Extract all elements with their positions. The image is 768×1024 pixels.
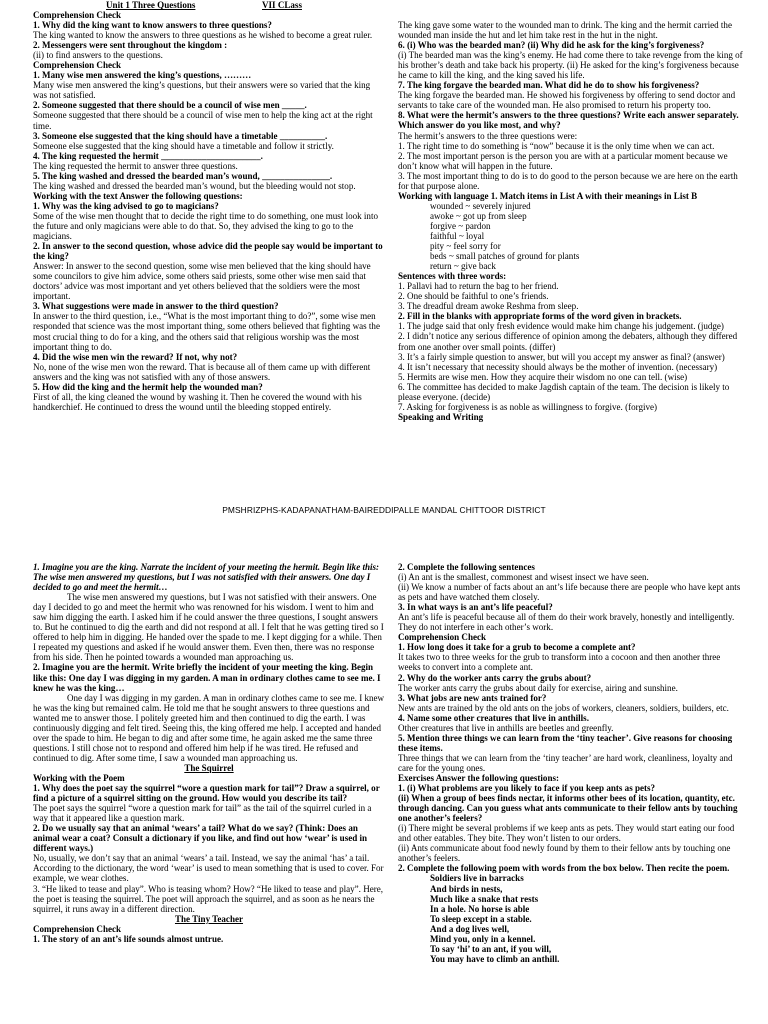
- question: 3. In what ways is an ant’s life peaceful?: [398, 602, 553, 613]
- answer: Many wise men answered the king’s questions, but their answers were so varied that the king was not satisfied.: [33, 80, 371, 101]
- answer: No, none of the wise men won the reward. That is because all of them came up with different answers and the king was not satisfied with any of those answers.: [33, 361, 371, 382]
- bottom-right-column: [398, 562, 743, 1024]
- question: 4. Name some other creatures that live in anthills.: [398, 712, 589, 723]
- fill-blank-item: 4. It isn’t necessary that necessity should always be the mother of invention. (necessary): [398, 361, 718, 372]
- section-heading: Working with the Poem: [33, 772, 125, 783]
- match-pair: pity ~ feel sorry for: [430, 241, 501, 252]
- question: 2. Why do the worker ants carry the grubs about?: [398, 672, 592, 683]
- answer: (i) The bearded man was the king’s enemy. He had come there to take revenge from the king of his brother’s death and take back his property. (ii) He asked for the king’s forgiveness because he came to kill the king, and the king saved his life.: [398, 50, 743, 81]
- top-left-column: [33, 0, 385, 490]
- question: 7. The king forgave the bearded man. What did he do to show his forgiveness?: [398, 80, 700, 91]
- question: 1. Imagine you are the king. Narrate the incident of your meeting the hermit. Begin like this: The wise men answered my questions, but I was not satisfied with their answers. One day I decided to go and meet the hermit…: [33, 562, 380, 593]
- section-heading: 2. Complete the following sentences: [398, 562, 535, 572]
- poem-line: Mind you, only in a kennel.: [430, 933, 536, 944]
- answer: New ants are trained by the old ants on the jobs of workers, cleaners, soldiers, builders, etc.: [398, 702, 729, 713]
- question: 1. Many wise men answered the king’s questions, ………: [33, 70, 252, 81]
- answer: (ii) We know a number of facts about an ant’s life because there are people who have kept ants as pets and have watched them closely.: [398, 582, 741, 603]
- question: 1. (i) What problems are you likely to face if you keep ants as pets?: [398, 783, 656, 794]
- poem-title: The Squirrel: [184, 762, 234, 773]
- unit-heading: [33, 0, 385, 10]
- poem-line: To sleep except in a stable.: [430, 913, 532, 924]
- question: 4. The king requested the hermit ______________________.: [33, 150, 263, 161]
- answer: The king forgave the bearded man. He showed his forgiveness by offering to send doctor and servants to take care of the wounded man. He also promised to return his property too.: [398, 90, 736, 111]
- question: 3. What jobs are new ants trained for?: [398, 692, 547, 703]
- match-pair: faithful ~ loyal: [430, 230, 485, 241]
- match-pair: beds ~ small patches of ground for plants: [430, 251, 580, 262]
- poem-line: And a dog lives well,: [430, 923, 510, 934]
- question: 2. Someone suggested that there should be a council of wise men _____.: [33, 100, 307, 111]
- section-heading: Comprehension Check: [398, 632, 487, 643]
- section-heading: Working with language 1. Match items in List A with their meanings in List B: [398, 190, 698, 201]
- section-heading: Speaking and Writing: [398, 411, 484, 422]
- fill-blank-item: 1. The judge said that only fresh evidence would make him change his judgement. (judge): [398, 321, 724, 332]
- section-heading: Exercises Answer the following questions:: [398, 772, 560, 783]
- section-heading: Comprehension Check: [33, 60, 122, 71]
- poem-line: And birds in nests,: [430, 883, 503, 894]
- question: 5. How did the king and the hermit help the wounded man?: [33, 381, 263, 392]
- answer: The worker ants carry the grubs about daily for exercise, airing and sunshine.: [398, 682, 678, 693]
- answer: One day I was digging in my garden. A man in ordinary clothes came to see me. I knew he was the king but remained calm. He told me that he sought answers to three questions and wanted me to answer those. I politely greeted him and then continued to dig the earth. I was continuously digging and felt tired. Seeing this, the king offered me help. I accepted and handed over the spade to him. He began to dig and after some time, he again asked me the same three questions. I still chose not to respond and offered him help if he was tired. He refused and continued to dig. After some time, I saw a wounded man approaching us.: [33, 692, 385, 763]
- question: 2. Complete the following poem with words from the box below. Then recite the poem.: [398, 863, 730, 874]
- poem-line: You may have to climb an anthill.: [430, 953, 560, 964]
- question: 8. What were the hermit’s answers to the three questions? Write each answer separately. Which answer do you like most, and why?: [398, 110, 739, 131]
- section-heading: 2. Fill in the blanks with appropriate forms of the word given in brackets.: [398, 311, 682, 322]
- fill-blank-item: 3. It’s a fairly simple question to answer, but will you accept my answer as final? (answer): [398, 351, 725, 362]
- match-pair: awoke ~ got up from sleep: [430, 210, 527, 221]
- answer: Someone suggested that there should be a council of wise men to help the king act at the right time.: [33, 110, 373, 131]
- question: 1. Why did the king want to know answers to three questions?: [33, 20, 272, 31]
- bottom-left-column: [33, 562, 385, 1024]
- question: 2. Do we usually say that an animal ‘wears’ a tail? What do we say? (Think: Does an animal wear a coat? Consult a dictionary if you like, and find out how ‘wear’ is used in different ways.): [33, 823, 368, 854]
- answer: (ii) Ants communicate about food newly found by them to their fellow ants by touching one another’s feelers.: [398, 843, 731, 864]
- section-heading: Working with the text Answer the following questions:: [33, 190, 243, 201]
- question-answer: 3. “He liked to tease and play”. Who is teasing whom? How? “He liked to tease and play”. Here, the poet is teasing the squirrel. The poet will approach the squirrel, and as soon as he nears the squirrel, it runs away in a different direction.: [33, 883, 384, 914]
- answer: (ii) to find answers to the questions.: [33, 50, 163, 61]
- answer: (i) An ant is the smallest, commonest and wisest insect we have seen.: [398, 572, 649, 583]
- fill-blank-item: 2. I didn’t notice any serious difference of opinion among the debaters, although they differed from one another over small points. (differ): [398, 331, 738, 352]
- question: 2. Messengers were sent throughout the kingdom :: [33, 40, 228, 51]
- question: 3. What suggestions were made in answer to the third question?: [33, 301, 279, 312]
- top-right-column: [398, 20, 743, 497]
- lesson-title: The Tiny Teacher: [174, 913, 244, 924]
- poem-line: In a hole. No horse is able: [430, 903, 530, 914]
- answer-line: 1. The right time to do something is “now” because it is the only time when we can act.: [398, 140, 715, 151]
- question: 3. Someone else suggested that the king should have a timetable __________.: [33, 130, 328, 141]
- answer: No, usually, we don’t say that an animal ‘wears’ a tail. Instead, we say the animal ‘has’ a tail. According to the dictionary, the word ‘wear’ is used to mean something that is used to cover. For example, we wear clothes.: [33, 853, 384, 884]
- question: 4. Did the wise men win the reward? If not, why not?: [33, 351, 238, 362]
- question: 1. Why was the king advised to go to magicians?: [33, 200, 219, 211]
- answer: Three things that we can learn from the ‘tiny teacher’ are hard work, cleanliness, loyalty and care for the young ones.: [398, 752, 733, 773]
- class-label: VII CLass: [262, 0, 302, 10]
- question: 5. The king washed and dressed the bearded man’s wound, _______________.: [33, 170, 333, 181]
- answer: The king wanted to know the answers to three questions as he wished to become a great ruler.: [33, 30, 373, 41]
- question: 2. In answer to the second question, whose advice did the people say would be important to the king?: [33, 241, 383, 262]
- answer: Someone else suggested that the king should have a timetable and follow it strictly.: [33, 140, 334, 151]
- answer: (i) There might be several problems if we keep ants as pets. They would start eating our food and other eatables. They bite. They won’t listen to our orders.: [398, 823, 735, 844]
- fill-blank-item: 6. The committee has decided to make Jagdish captain of the team. The decision is likely to please everyone. (decide): [398, 381, 730, 402]
- answer: The king washed and dressed the bearded man’s wound, but the bleeding would not stop.: [33, 180, 356, 191]
- poem-line: To say ‘hi’ to an ant, if you will,: [430, 943, 552, 954]
- fill-blank-item: 5. Hermits are wise men. How they acquire their wisdom no one can tell. (wise): [398, 371, 688, 382]
- answer: The hermit’s answers to the three questions were:: [398, 130, 578, 141]
- answer: Some of the wise men thought that to decide the right time to do something, one must look into the future and only magicians were able to do that. So, they advised the king to go to the magicians.: [33, 210, 378, 242]
- answer: Answer: In answer to the second question, some wise men believed that the king should have some councilors to give him advice, some others said priests, some other wise men said that doctors’ advice was most important and yet others believed that the soldiers were the most important.: [33, 261, 371, 302]
- match-pair: return ~ give back: [430, 261, 496, 272]
- poem-line: Soldiers live in barracks: [430, 873, 524, 884]
- question: 2. Imagine you are the hermit. Write briefly the incident of your meeting the king. Begin like this: One day I was digging in my garden. A man in ordinary clothes came to see me. I knew he was the king…: [33, 662, 381, 693]
- answer: The king requested the hermit to answer three questions.: [33, 160, 238, 171]
- sentence: 3. The dreadful dream awoke Reshma from sleep.: [398, 301, 579, 312]
- page-top: [0, 0, 768, 497]
- sentence: 1. Pallavi had to return the bag to her friend.: [398, 281, 559, 292]
- question: 1. How long does it take for a grub to become a complete ant?: [398, 642, 636, 653]
- section-heading: Sentences with three words:: [398, 271, 507, 282]
- answer: It takes two to three weeks for the grub to transform into a cocoon and then another three weeks to convert into a complete ant.: [398, 652, 721, 673]
- section-heading: Comprehension Check: [33, 923, 122, 934]
- question: 1. Why does the poet say the squirrel “wore a question mark for tail”? Draw a squirrel, or find a picture of a squirrel sitting on the ground. How would you describe its tail?: [33, 783, 380, 804]
- answer: Other creatures that live in anthills are beetles and greenfly.: [398, 722, 614, 733]
- section-heading: Comprehension Check: [33, 10, 122, 20]
- poem-line: Much like a snake that rests: [430, 893, 539, 904]
- answer-line: 2. The most important person is the person you are with at a particular moment because we don’t know what will happen in the future.: [398, 150, 728, 171]
- answer: The wise men answered my questions, but I was not satisfied with their answers. One day I decided to go and meet the hermit who was renowned for his wisdom. I went to him and saw him digging the earth. I asked him if he could answer the three questions, I sought answers to. But he continued to dig the earth and did not respond at all. I felt that he was getting tired so I offered to help him in digging. He handed over the spade to me. I kept digging for a while. Then I repeated my questions and asked if he would answer them. Even then, there was no response from his side. Then he pointed towards a wounded man approaching us.: [33, 592, 384, 663]
- match-pair: wounded ~ severely injured: [430, 200, 531, 211]
- answer: An ant’s life is peaceful because all of them do their work bravely, honestly and intelligently. They do not interfere in each other’s work.: [398, 612, 735, 633]
- fill-blank-item: 7. Asking for forgiveness is as noble as willingness to forgive. (forgive): [398, 401, 658, 412]
- unit-title: Unit 1 Three Questions: [106, 0, 196, 10]
- page-footer: PMSHRIZPHS-KADAPANATHAM-BAIREDDIPALLE MANDAL CHITTOOR DISTRICT: [222, 505, 546, 515]
- sentence: 2. One should be faithful to one’s friends.: [398, 291, 549, 302]
- question: 6. (i) Who was the bearded man? (ii) Why did he ask for the king’s forgiveness?: [398, 40, 705, 51]
- answer: The king gave some water to the wounded man to drink. The king and the hermit carried the wounded man inside the hut and let him take rest in the hut in the night.: [398, 20, 732, 41]
- answer: In answer to the third question, i.e., “What is the most important thing to do?”, some wise men responded that science was the most important thing, some others believed that fighting was the most crucial thing to do for a king, and the others said that religious worship was the most important thing to do.: [33, 311, 380, 352]
- answer: First of all, the king cleaned the wound by washing it. Then he covered the wound with his handkerchief. He continued to dress the wound until the bleeding stopped entirely.: [33, 391, 362, 412]
- question: 1. The story of an ant’s life sounds almost untrue.: [33, 933, 224, 944]
- match-pair: forgive ~ pardon: [430, 220, 491, 231]
- question: 5. Mention three things we can learn from the ‘tiny teacher’. Give reasons for choosing these items.: [398, 732, 733, 753]
- answer-line: 3. The most important thing to do is to do good to the person because we are here on the earth for that purpose alone.: [398, 170, 738, 191]
- page-bottom: [0, 562, 768, 1024]
- answer: The poet says the squirrel “wore a question mark for tail” as the tail of the squirrel curled in a way that it appeared like a question mark.: [33, 803, 372, 824]
- question: (ii) When a group of bees finds nectar, it informs other bees of its location, quantity, etc. through dancing. Can you guess what ants communicate to their fellow ants by touching one another’s feelers?: [398, 793, 738, 824]
